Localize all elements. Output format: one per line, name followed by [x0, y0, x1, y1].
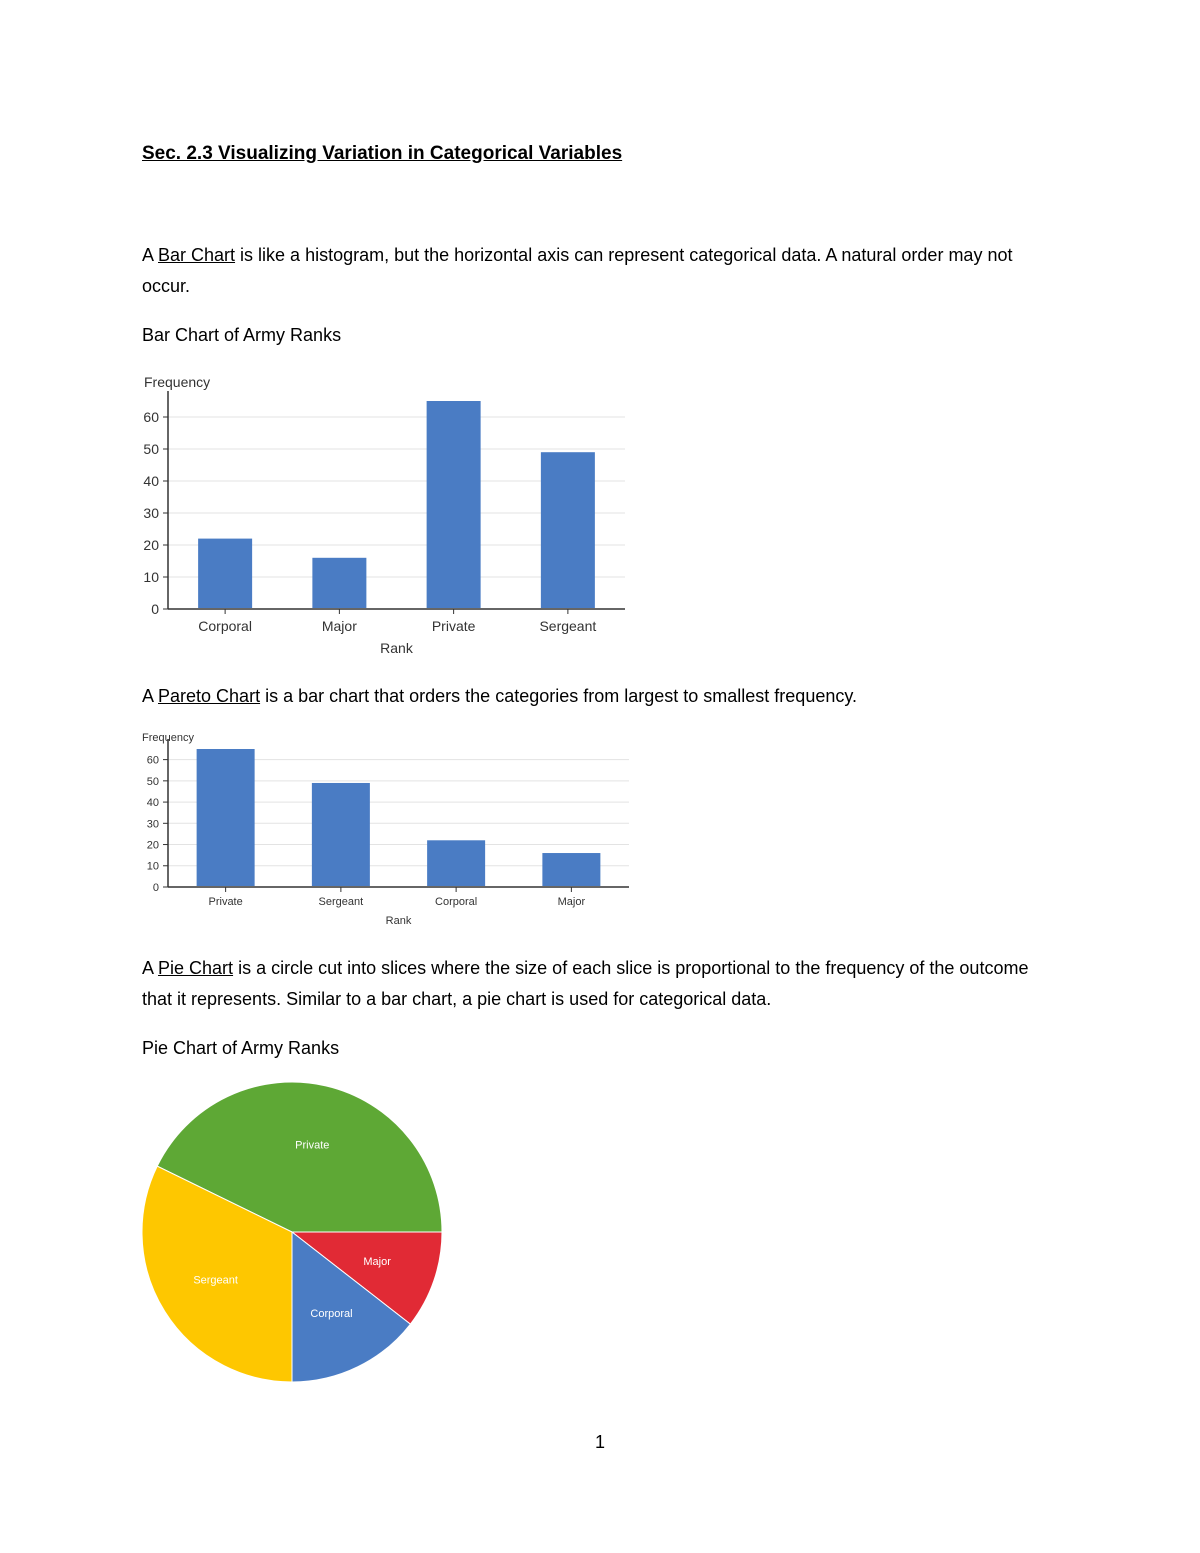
x-tick-label: Private	[208, 896, 243, 908]
y-tick-label: 0	[151, 601, 159, 618]
y-tick-label: 60	[146, 754, 159, 767]
pie-label-major: Major	[363, 1256, 391, 1269]
y-tick-label: 10	[146, 860, 159, 873]
pie-chart	[132, 1072, 452, 1392]
y-axis-title: Frequency	[142, 732, 194, 744]
y-tick-label: 30	[146, 818, 159, 831]
y-tick-label: 10	[143, 569, 159, 586]
pareto-chart	[140, 727, 800, 932]
y-tick-label: 40	[146, 797, 159, 810]
x-tick-label: Private	[431, 618, 476, 634]
section-heading: Sec. 2.3 Visualizing Variation in Categorical Variables	[142, 143, 623, 164]
pareto-chart-paragraph	[142, 681, 1042, 712]
bar-sergeant	[312, 783, 370, 886]
y-tick-label: 0	[152, 881, 159, 894]
bar-para-pre: A	[142, 245, 159, 265]
x-tick-label: Sergeant	[539, 618, 597, 634]
pie-chart-term: Pie Chart	[158, 958, 234, 978]
pie-label-corporal: Corporal	[310, 1307, 353, 1320]
y-tick-label: 40	[143, 473, 159, 490]
y-tick-label: 20	[146, 839, 159, 852]
bar-corporal	[427, 840, 485, 886]
pareto-para-post: is a bar chart that orders the categories from largest to smallest frequency.	[260, 686, 858, 706]
bar-major	[312, 558, 366, 608]
bar-chart-term: Bar Chart	[158, 245, 236, 265]
bar-private	[427, 401, 481, 608]
pie-chart-paragraph	[142, 953, 1042, 1015]
bar-para-post: is like a histogram, but the horizontal axis can represent categorical data. A natural order may not occur.	[142, 245, 1013, 296]
pie-chart-caption: Pie Chart of Army Ranks	[142, 1038, 340, 1058]
x-tick-label: Sergeant	[318, 896, 364, 908]
bar-sergeant	[541, 452, 595, 608]
pareto-para-pre: A	[142, 686, 159, 706]
bar-chart	[140, 370, 800, 660]
pareto-chart-term: Pareto Chart	[158, 686, 261, 706]
y-tick-label: 50	[143, 441, 159, 458]
page-number: 1	[594, 1432, 605, 1452]
y-tick-label: 50	[146, 775, 159, 788]
bar-major	[542, 853, 600, 886]
pie-label-private: Private	[295, 1139, 330, 1152]
bar-corporal	[198, 539, 252, 608]
y-axis-title: Frequency	[144, 374, 211, 390]
x-tick-label: Corporal	[435, 896, 478, 908]
x-tick-label: Major	[321, 618, 357, 634]
bar-chart-caption: Bar Chart of Army Ranks	[142, 325, 342, 345]
x-axis-title: Rank	[380, 640, 413, 656]
y-tick-label: 60	[143, 409, 159, 426]
x-axis-title: Rank	[385, 915, 412, 927]
pie-para-pre: A	[142, 958, 159, 978]
x-tick-label: Corporal	[198, 618, 252, 634]
pie-label-sergeant: Sergeant	[193, 1274, 238, 1287]
y-tick-label: 30	[143, 505, 159, 522]
bar-chart-paragraph	[142, 240, 1042, 302]
bar-private	[197, 749, 255, 886]
pie-para-post: is a circle cut into slices where the size of each slice is proportional to the frequency of the outcome that it represents. Similar to a bar chart, a pie chart is used for categorical data.	[142, 958, 1029, 1009]
x-tick-label: Major	[557, 896, 586, 908]
y-tick-label: 20	[143, 537, 159, 554]
